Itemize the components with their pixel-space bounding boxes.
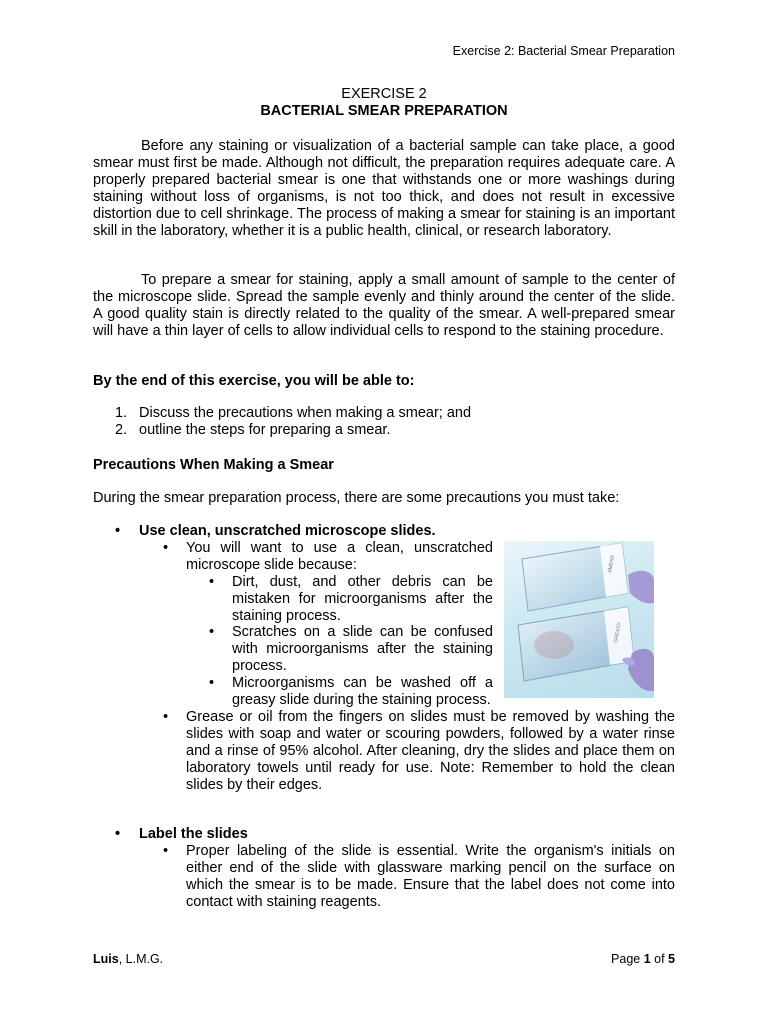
- microscope-slides-image: [504, 541, 654, 698]
- sub-sub-bullet: [93, 574, 493, 625]
- bullet-heading: [93, 523, 675, 540]
- list-number: 1.: [115, 405, 128, 421]
- slide-label-text: GREASY: [613, 621, 623, 644]
- slide-label-text: SMEAR: [607, 554, 617, 574]
- running-header: Exercise 2: Bacterial Smear Preparation: [452, 44, 675, 58]
- precautions-intro: During the smear preparation process, there are some precautions you must take:: [93, 490, 620, 506]
- bullet-heading-text: Use clean, unscratched microscope slides.: [139, 523, 436, 539]
- exercise-number: EXERCISE 2: [341, 86, 427, 102]
- footer-author: [93, 951, 163, 967]
- sub-sub-bullet-text: Microorganisms can be washed off a greasy slide during the staining process.: [232, 675, 493, 709]
- sub-sub-bullet-text: Dirt, dust, and other debris can be mistaken for microorganisms after the staining process.: [232, 573, 493, 624]
- sub-sub-bullet: [93, 675, 493, 709]
- author-surname: Luis: [93, 952, 119, 966]
- sub-sub-bullet: [93, 624, 493, 675]
- sub-bullet-text: Grease or oil from the fingers on slides must be removed by washing the slides with soap and water or scouring powders, followed by a water rinse and a rinse of 95% alcohol. After cleaning, dry the slides and place them on laboratory towels until ready for use. Note: Remember to hold the clean slides by their edges.: [186, 708, 675, 793]
- list-item: [93, 422, 471, 439]
- microscope-slides-illustration: [504, 541, 654, 698]
- page-total: 5: [668, 952, 675, 966]
- list-item-text: outline the steps for preparing a smear.: [139, 422, 391, 438]
- intro-paragraph-1: Before any staining or visualization of a bacterial sample can take place, a good smear must first be made. Although not difficult, the preparation requires adequate care. A properly prepared bacterial smear is one that withstands one or more washings during staining without loss of organisms, is not too thick, and does not result in excessive distortion due to cell shrinkage. The process of making a smear for staining is an important skill in the laboratory, whether it is a public health, clinical, or research laboratory.: [93, 138, 675, 239]
- bullet-icon: •: [209, 573, 215, 590]
- bullet-icon: •: [163, 842, 169, 859]
- section-heading: Precautions When Making a Smear: [93, 457, 334, 473]
- intro-paragraph-2: To prepare a smear for staining, apply a small amount of sample to the center of the microscope slide. Spread the sample evenly and thinly around the center of the slide. A good quality stain is directly related to the quality of the smear. A well-prepared smear will have a thin layer of cells to allow individual cells to respond to the staining procedure.: [93, 272, 675, 339]
- bullet-icon: •: [115, 523, 121, 539]
- exercise-title: BACTERIAL SMEAR PREPARATION: [260, 103, 508, 119]
- page-current: 1: [643, 952, 651, 966]
- page-word: Page: [611, 952, 644, 966]
- footer-page-number: [611, 951, 675, 967]
- sub-sub-bullet-text: Scratches on a slide can be confused with microorganisms after the staining process.: [232, 624, 493, 675]
- list-item-text: Discuss the precautions when making a smear; and: [139, 405, 472, 421]
- objectives-list: [93, 405, 471, 439]
- sub-bullet: [93, 709, 675, 794]
- bullet-icon: •: [163, 539, 169, 556]
- title-block: [93, 86, 675, 120]
- list-item: [93, 405, 471, 422]
- sub-bullet: [93, 843, 675, 911]
- list-number: 2.: [115, 422, 128, 438]
- precaution-item-label-slides: [93, 826, 675, 911]
- bullet-heading-text: Label the slides: [139, 826, 248, 842]
- bullet-icon: •: [115, 826, 121, 842]
- author-initials: , L.M.G.: [118, 952, 164, 966]
- sub-bullet-text: You will want to use a clean, unscratched microscope slide because:: [186, 539, 493, 573]
- bullet-icon: •: [209, 675, 215, 692]
- bullet-icon: •: [209, 624, 215, 641]
- objectives-heading: By the end of this exercise, you will be able to:: [93, 373, 415, 389]
- page-of: of: [650, 952, 669, 966]
- bullet-heading: [93, 826, 675, 843]
- bullet-icon: •: [163, 708, 169, 725]
- sub-bullet: [93, 540, 493, 574]
- sub-bullet-text: Proper labeling of the slide is essential. Write the organism's initials on either end of the slide with glassware marking pencil on the surface on which the smear is to be made. Ensure that the label does not come into contact with staining reagents.: [186, 842, 675, 910]
